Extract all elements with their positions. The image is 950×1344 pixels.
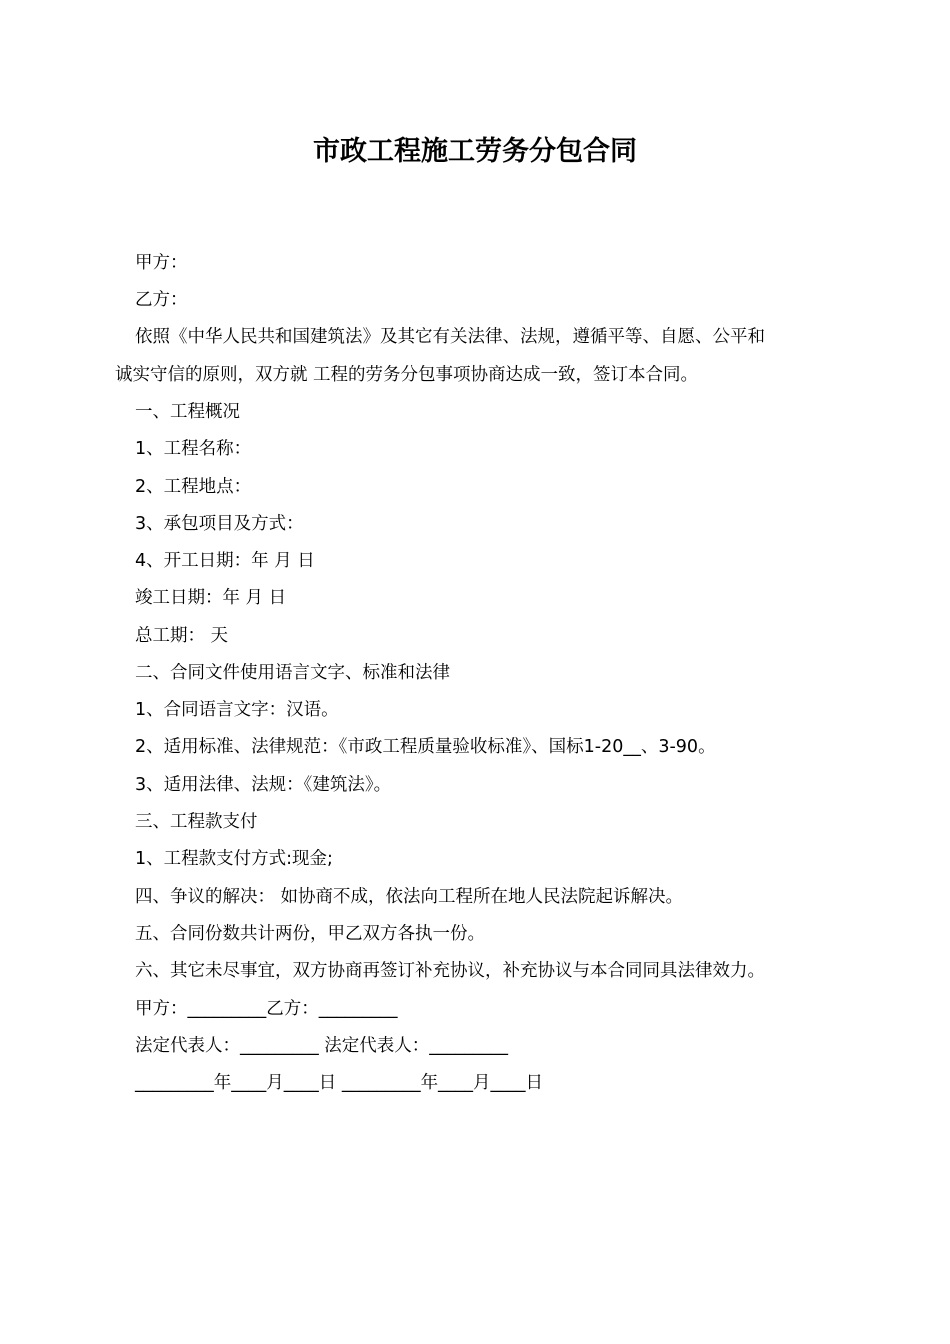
signature-dates-line: _________年____月____日 _________年____月____日	[135, 1073, 544, 1093]
party-b-label: 乙方：	[135, 290, 188, 310]
copies-clause: 五、合同份数共计两份，甲乙双方各执一份。	[135, 924, 485, 944]
applicable-standards-item: 2、适用标准、法律规范：《市政工程质量验收标准》、国标1-20__、3-90。	[135, 737, 716, 757]
start-date-item: 4、开工日期：年 月 日	[135, 551, 315, 571]
other-matters-clause: 六、其它未尽事宜，双方协商再签订补充协议，补充协议与本合同同具法律效力。	[135, 961, 765, 981]
total-duration-item: 总工期： 天	[135, 626, 229, 646]
project-location-item: 2、工程地点：	[135, 477, 252, 497]
contract-language-item: 1、合同语言文字：汉语。	[135, 700, 339, 720]
section1-heading: 一、工程概况	[135, 402, 240, 422]
section3-heading: 三、工程款支付	[135, 812, 258, 832]
contract-scope-item: 3、承包项目及方式：	[135, 514, 304, 534]
signature-representatives-line: 法定代表人：_________ 法定代表人：_________	[135, 1036, 509, 1056]
project-name-item: 1、工程名称：	[135, 439, 252, 459]
completion-date-item: 竣工日期：年 月 日	[135, 588, 287, 608]
payment-method-item: 1、工程款支付方式:现金;	[135, 849, 333, 869]
party-a-label: 甲方：	[135, 253, 188, 273]
signature-parties-line: 甲方：_________乙方：_________	[135, 999, 398, 1019]
applicable-laws-item: 3、适用法律、法规：《建筑法》。	[135, 775, 392, 795]
section2-heading: 二、合同文件使用语言文字、标准和法律	[135, 663, 450, 683]
dispute-resolution-clause: 四、争议的解决： 如协商不成，依法向工程所在地人民法院起诉解决。	[135, 887, 684, 907]
document-title: 市政工程施工劳务分包合同	[313, 136, 637, 167]
intro-paragraph-line2: 诚实守信的原则，双方就 工程的劳务分包事项协商达成一致，签订本合同。	[115, 365, 699, 385]
intro-paragraph-line1: 依照《中华人民共和国建筑法》及其它有关法律、法规，遵循平等、自愿、公平和	[135, 327, 765, 347]
